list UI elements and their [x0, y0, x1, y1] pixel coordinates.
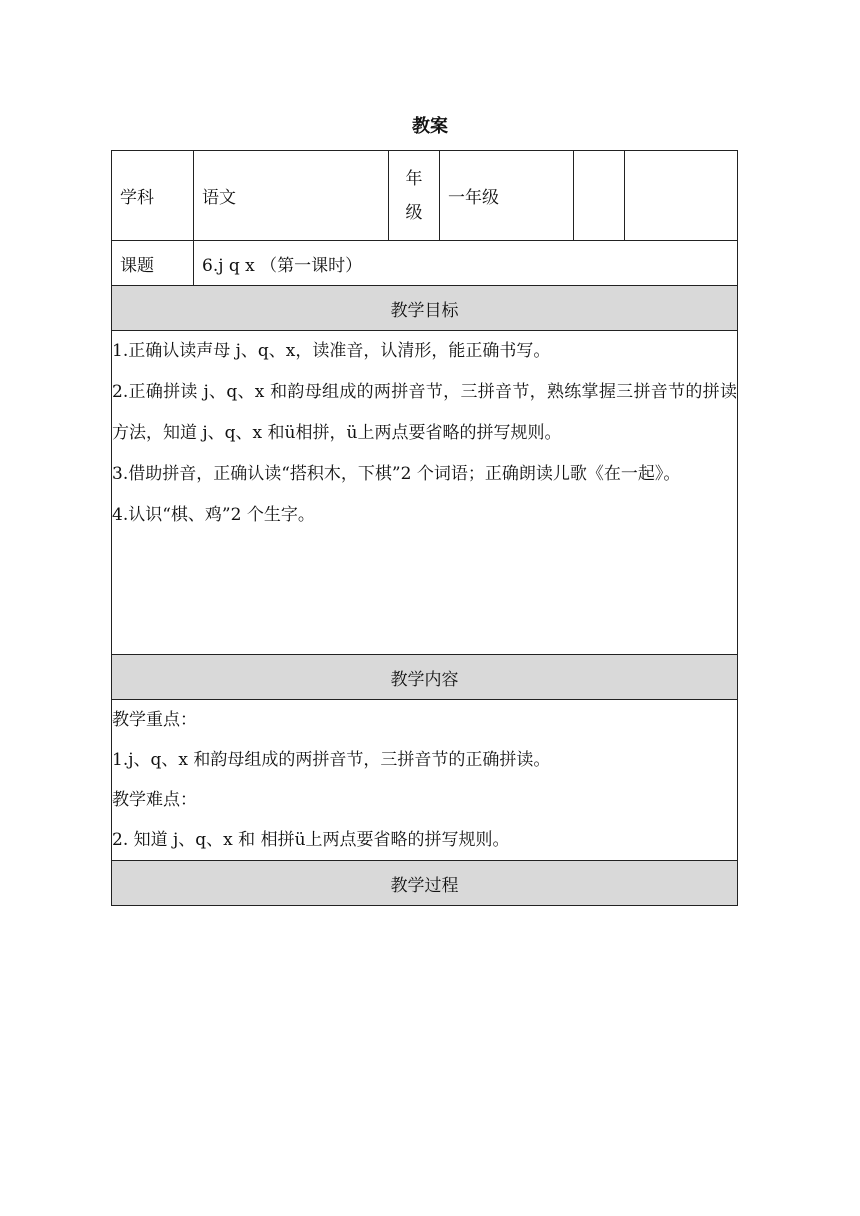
subject-row — [112, 151, 738, 241]
content-cell — [112, 700, 738, 861]
topic-label: 课题 — [112, 241, 194, 286]
goal-item: 1.正确认读声母 j、q、x，读准音，认清形，能正确书写。 — [112, 341, 551, 361]
goal-item: 4.认识“棋、鸡”2 个生字。 — [112, 505, 315, 525]
grade-label-cell — [389, 151, 440, 241]
goals-row — [112, 331, 738, 655]
topic-row — [112, 241, 738, 286]
goals-cell — [112, 331, 738, 655]
subject-value: 语文 — [194, 151, 389, 241]
process-header: 教学过程 — [112, 861, 738, 906]
difficulty-label: 教学难点： — [112, 790, 197, 810]
key-point-item: 1.j、q、x 和韵母组成的两拼音节，三拼音节的正确拼读。 — [112, 750, 551, 770]
goals-header-row — [112, 286, 738, 331]
goals-header: 教学目标 — [112, 286, 738, 331]
document-title: 教案 — [412, 116, 448, 137]
empty-cell-2 — [625, 151, 738, 241]
empty-cell-1 — [574, 151, 625, 241]
grade-label-top: 年 — [405, 168, 423, 189]
grade-label-bottom: 级 — [405, 202, 423, 223]
content-header-row — [112, 655, 738, 700]
content-header: 教学内容 — [112, 655, 738, 700]
goal-item: 3.借助拼音，正确认读“搭积木，下棋”2 个词语；正确朗读儿歌《在一起》。 — [112, 464, 681, 484]
difficulty-item: 2. 知道 j、q、x 和 相拼ü上两点要省略的拼写规则。 — [112, 830, 510, 850]
subject-label: 学科 — [112, 151, 194, 241]
content-row — [112, 700, 738, 861]
process-header-row — [112, 861, 738, 906]
key-point-label: 教学重点： — [112, 710, 197, 730]
goal-item: 2.正确拼读 j、q、x 和韵母组成的两拼音节，三拼音节，熟练掌握三拼音节的拼读方法，知道 j、q、x 和ü相拼，ü上两点要省略的拼写规则。 — [112, 382, 737, 443]
lesson-plan-table — [111, 150, 738, 906]
topic-value: 6.j q x （第一课时） — [194, 241, 738, 286]
grade-value: 一年级 — [440, 151, 574, 241]
